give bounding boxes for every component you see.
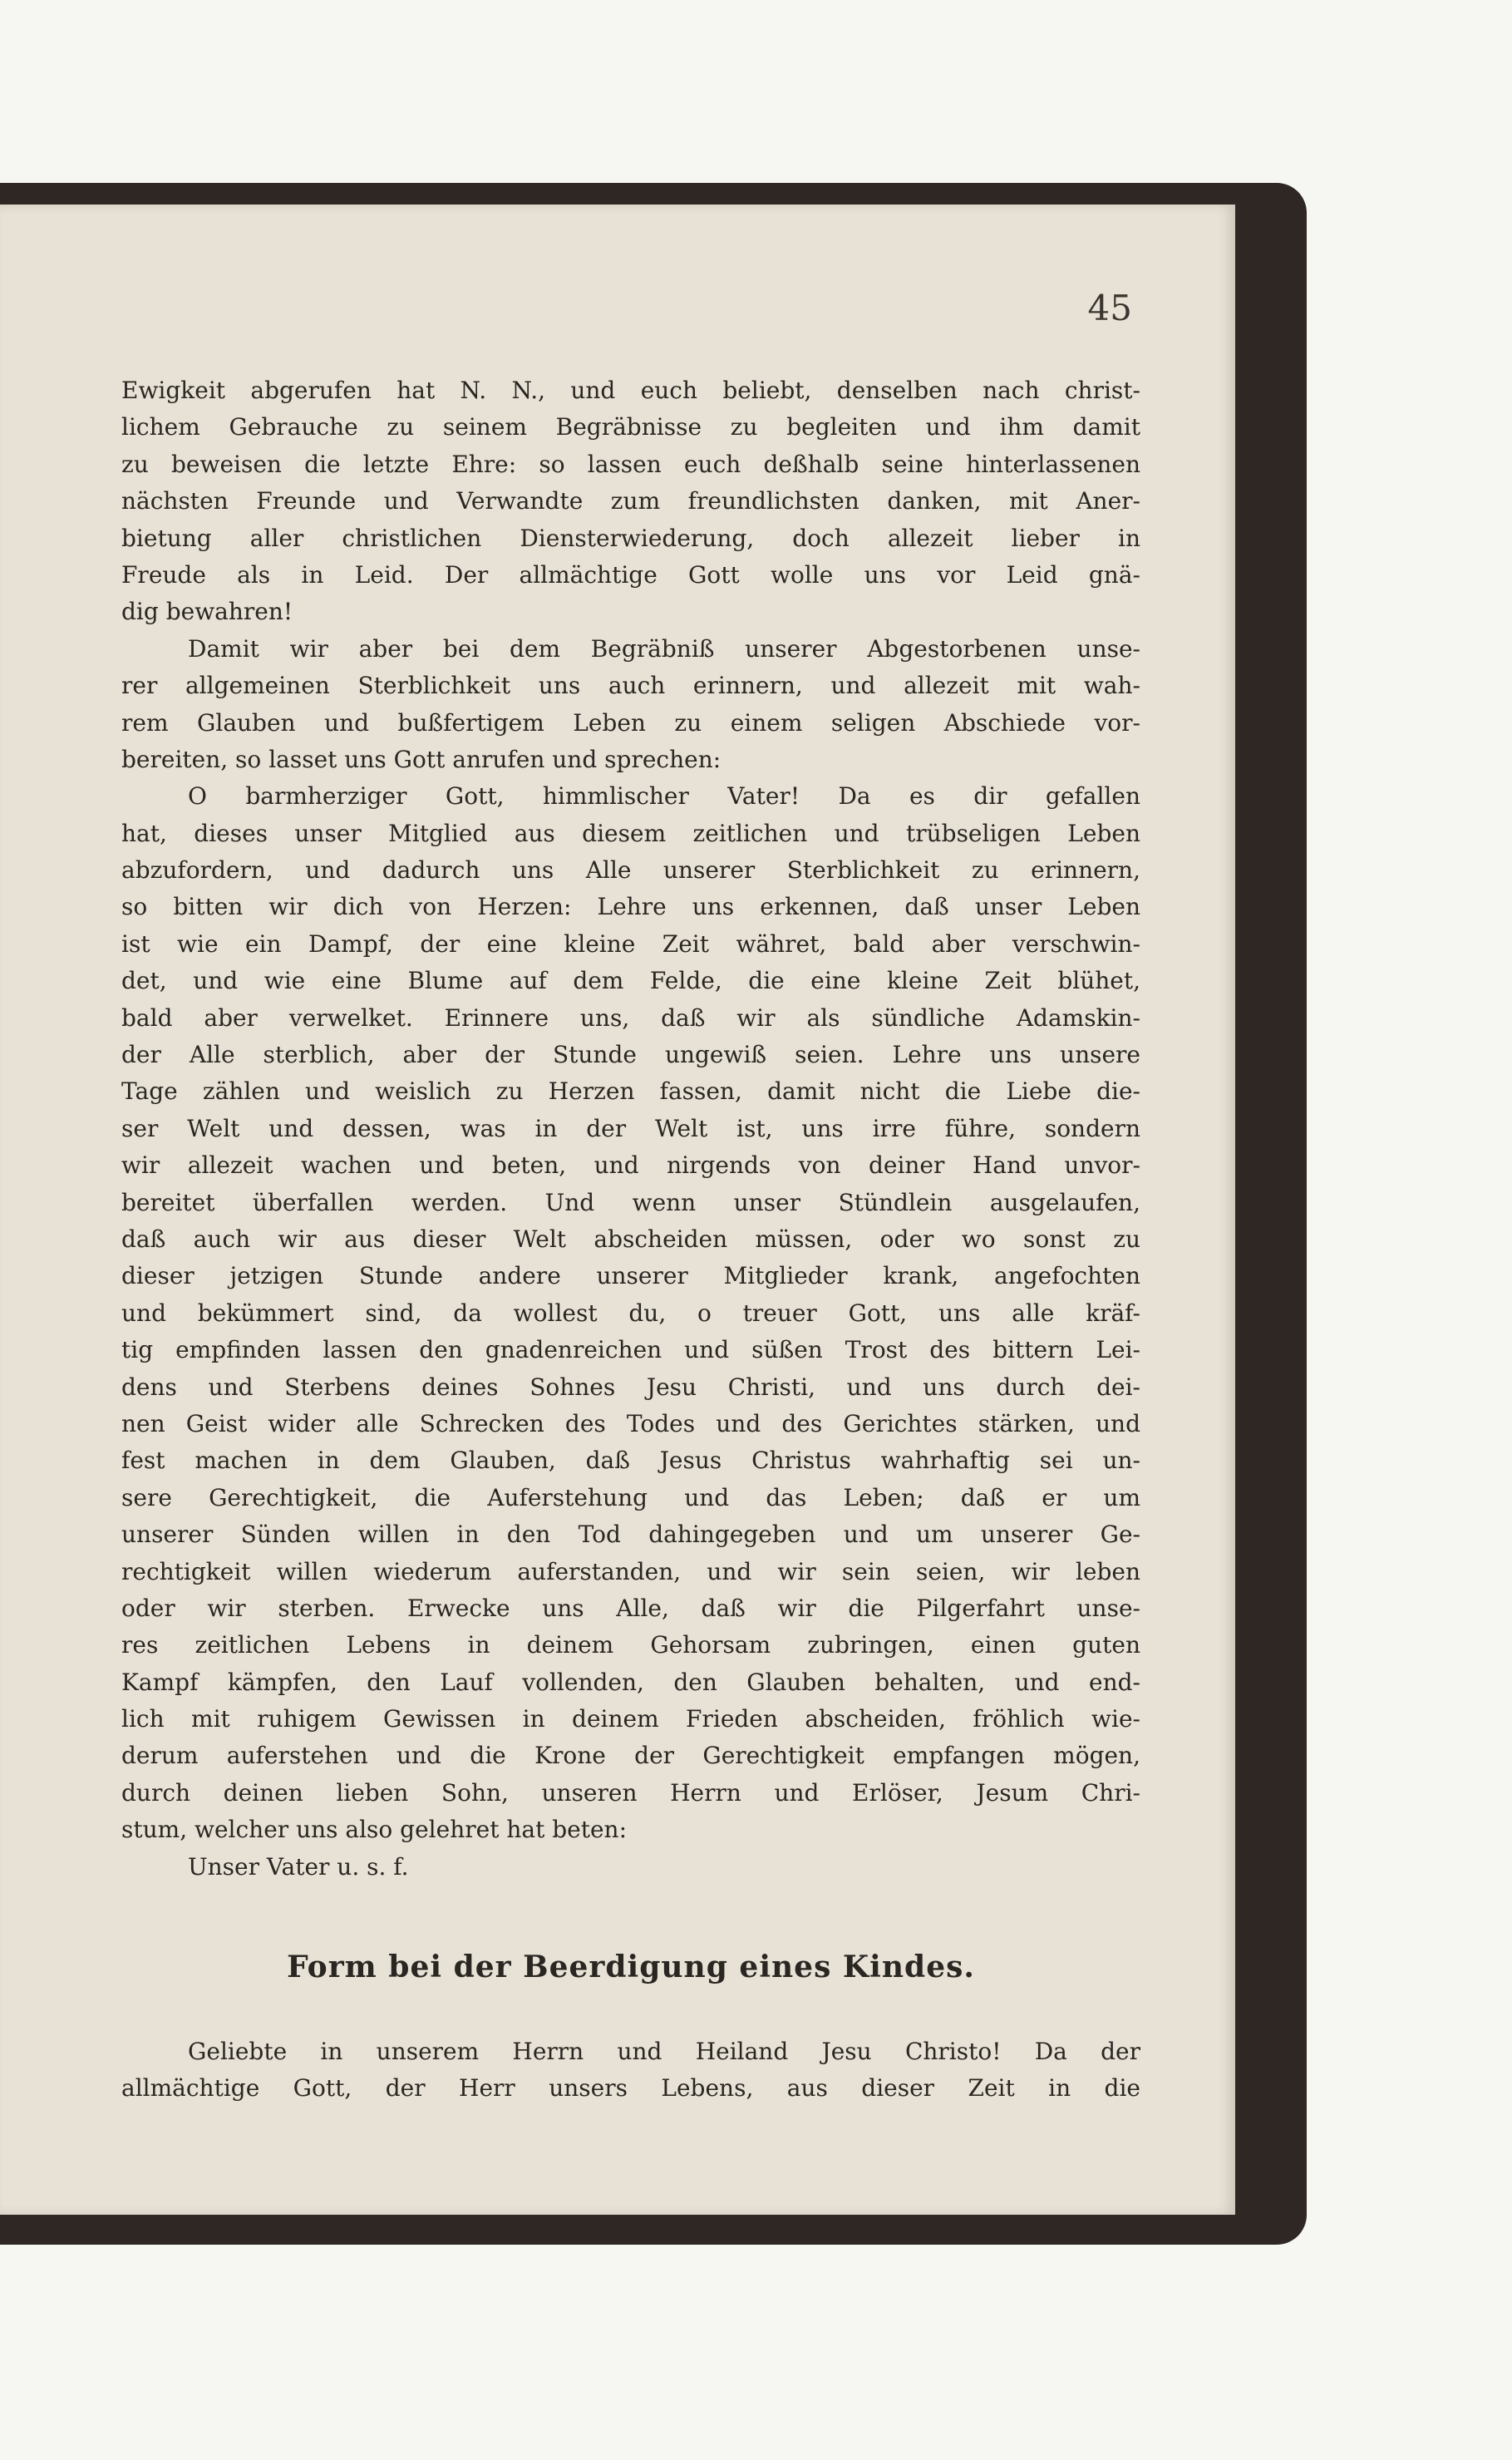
text-line: Unser Vater u. s. f. <box>188 1852 409 1881</box>
text-line: nächsten Freunde und Verwandte zum freundlichsten danken, mit Aner- <box>121 487 1140 515</box>
text-line: zu beweisen die letzte Ehre: so lassen euch deßhalb seine hinterlassenen <box>121 450 1140 478</box>
section-heading: Form bei der Beerdigung eines Kindes. <box>287 1950 975 1985</box>
text-line: stum, welcher uns also gelehret hat beten: <box>121 1816 628 1844</box>
text-line: daß auch wir aus dieser Welt abscheiden müssen, oder wo sonst zu <box>121 1225 1140 1253</box>
text-line: so bitten wir dich von Herzen: Lehre uns erkennen, daß unser Leben <box>121 893 1140 921</box>
text-line: Tage zählen und weislich zu Herzen fassen, damit nicht die Liebe die- <box>121 1077 1140 1106</box>
text-line: bereiten, so lasset uns Gott anrufen und sprechen: <box>121 745 722 773</box>
text-line: ist wie ein Dampf, der eine kleine Zeit währet, bald aber verschwin- <box>121 929 1140 958</box>
text-line: dieser jetzigen Stunde andere unserer Mitglieder krank, angefochten <box>121 1262 1140 1290</box>
text-line: derum auferstehen und die Krone der Gerechtigkeit empfangen mögen, <box>121 1742 1140 1770</box>
text-line: wir allezeit wachen und beten, und nirgends von deiner Hand unvor- <box>121 1151 1140 1180</box>
text-line: rechtigkeit willen wiederum auferstanden, und wir sein seien, wir leben <box>121 1557 1140 1585</box>
text-line: oder wir sterben. Erwecke uns Alle, daß wir die Pilgerfahrt unse- <box>121 1594 1140 1622</box>
text-line: Kampf kämpfen, den Lauf vollenden, den Glauben behalten, und end- <box>121 1668 1140 1696</box>
page-number: 45 <box>1087 288 1132 328</box>
text-line: hat, dieses unser Mitglied aus diesem zeitlichen und trübseligen Leben <box>121 819 1140 847</box>
page-text <box>121 372 1140 2108</box>
text-line: tig empfinden lassen den gnadenreichen und süßen Trost des bittern Lei- <box>121 1336 1140 1364</box>
text-line: Damit wir aber bei dem Begräbniß unserer Abgestorbenen unse- <box>188 634 1140 663</box>
text-line: rem Glauben und bußfertigem Leben zu einem seligen Abschiede vor- <box>121 708 1140 737</box>
text-line: unserer Sünden willen in den Tod dahingegeben und um unserer Ge- <box>121 1521 1140 1549</box>
text-line: sere Gerechtigkeit, die Auferstehung und das Leben; daß er um <box>121 1483 1140 1511</box>
text-line: bereitet überfallen werden. Und wenn unser Stündlein ausgelaufen, <box>121 1188 1140 1216</box>
text-line: ser Welt und dessen, was in der Welt ist, uns irre führe, sondern <box>121 1114 1140 1142</box>
text-line: rer allgemeinen Sterblichkeit uns auch erinnern, und allezeit mit wah- <box>121 672 1140 700</box>
text-line: allmächtige Gott, der Herr unsers Lebens, aus dieser Zeit in die <box>121 2074 1140 2103</box>
text-line: bietung aller christlichen Diensterwiederung, doch allezeit lieber in <box>121 524 1140 552</box>
text-line: dig bewahren! <box>121 598 293 626</box>
text-line: und bekümmert sind, da wollest du, o treuer Gott, uns alle kräf- <box>121 1299 1140 1327</box>
text-line: abzufordern, und dadurch uns Alle unserer Sterblichkeit zu erinnern, <box>121 856 1140 885</box>
text-line: nen Geist wider alle Schrecken des Todes und des Gerichtes stärken, und <box>121 1409 1140 1437</box>
text-line: det, und wie eine Blume auf dem Felde, die eine kleine Zeit blühet, <box>121 967 1140 995</box>
text-line: O barmherziger Gott, himmlischer Vater! Da es dir gefallen <box>188 782 1140 811</box>
text-line: durch deinen lieben Sohn, unseren Herrn und Erlöser, Jesum Chri- <box>121 1778 1140 1807</box>
text-line: Geliebte in unserem Herrn und Heiland Jesu Christo! Da der <box>188 2038 1140 2066</box>
text-line: lichem Gebrauche zu seinem Begräbnisse zu begleiten und ihm damit <box>121 413 1140 441</box>
text-line: dens und Sterbens deines Sohnes Jesu Christi, und uns durch dei- <box>121 1373 1140 1401</box>
text-line: bald aber verwelket. Erinnere uns, daß wir als sündliche Adamskin- <box>121 1003 1140 1032</box>
text-line: Ewigkeit abgerufen hat N. N., und euch beliebt, denselben nach christ- <box>121 377 1140 404</box>
text-line: lich mit ruhigem Gewissen in deinem Frieden abscheiden, fröhlich wie- <box>121 1705 1140 1733</box>
text-line: Freude als in Leid. Der allmächtige Gott wolle uns vor Leid gnä- <box>121 560 1140 589</box>
text-line: fest machen in dem Glauben, daß Jesus Christus wahrhaftig sei un- <box>121 1447 1140 1475</box>
text-line: res zeitlichen Lebens in deinem Gehorsam zubringen, einen guten <box>121 1631 1140 1659</box>
text-line: der Alle sterblich, aber der Stunde ungewiß seien. Lehre uns unsere <box>121 1041 1140 1069</box>
